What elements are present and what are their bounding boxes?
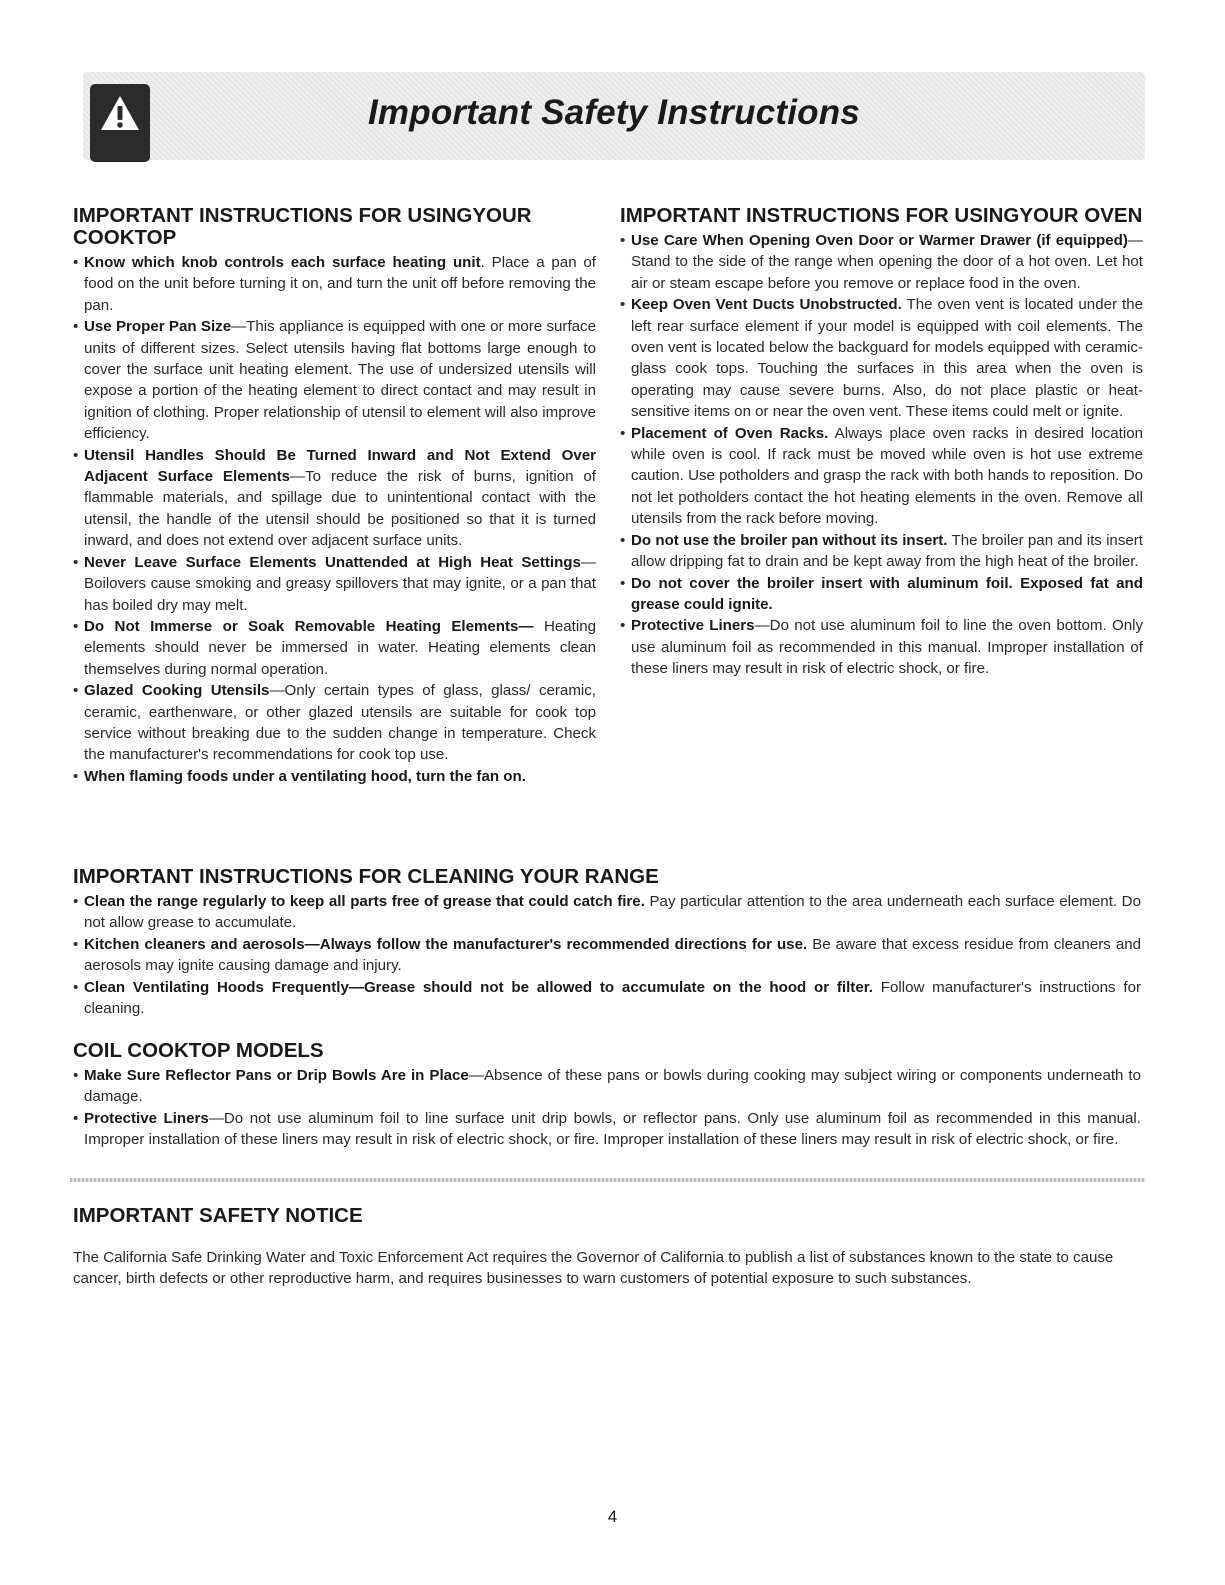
item-text: —Only certain types of glass, glass/ ceramic, ceramic, earthenware, or other glazed utensils are suitable for cook top service without breaking due to the sudden change in temperature. Check the manufacturer's recommendations for cook top use. xyxy=(84,682,596,764)
item-heading: Protective Liners xyxy=(631,617,755,635)
cooktop-section xyxy=(73,205,596,787)
item-text: —Stand to the side of the range when opening the door of a hot oven. Let hot air or steam escape before you remove or replace food in the oven. xyxy=(631,232,1143,292)
coil-heading: COIL COOKTOP MODELS xyxy=(73,1039,324,1062)
item-heading: Make Sure Reflector Pans or Drip Bowls Are in Place xyxy=(84,1067,469,1084)
list-item xyxy=(73,891,1141,934)
item-heading: When flaming foods under a ventilating hood, turn the fan on. xyxy=(84,767,526,785)
page-title: Important Safety Instructions xyxy=(368,93,860,132)
item-heading: Do not cover the broiler insert with aluminum foil. Exposed fat and grease could ignite. xyxy=(631,574,1143,613)
item-heading: Utensil Handles Should Be Turned Inward and Not Extend Over Adjacent Surface Elements xyxy=(84,446,596,486)
warning-icon xyxy=(90,84,150,162)
page-number: 4 xyxy=(607,1507,618,1526)
list-item xyxy=(73,552,596,616)
item-heading: Never Leave Surface Elements Unattended at High Heat Settings xyxy=(84,553,581,571)
item-text: —Do not use aluminum foil to line surface unit drip bowls, or reflector pans. Only use aluminum foil as recommended in this manual. Improper installation of these liners may result in risk of electric shock, or fire. Improper installation of these liners may result in risk of electric shock, or fire. xyxy=(84,1109,1141,1149)
item-heading: Glazed Cooking Utensils xyxy=(84,682,270,700)
coil-section xyxy=(73,1040,1141,1151)
notice-heading: IMPORTANT SAFETY NOTICE xyxy=(73,1204,363,1227)
item-heading: Do Not Immerse or Soak Removable Heating Elements— xyxy=(84,617,534,635)
item-heading: Clean Ventilating Hoods Frequently—Grease should not be allowed to accumulate on the hood or filter. xyxy=(84,978,873,996)
item-text: . Place a pan of food on the unit before turning it on, and turn the unit off before removing the pan. xyxy=(84,254,596,314)
item-heading: Use Proper Pan Size xyxy=(84,318,232,336)
section-divider xyxy=(70,1178,1145,1182)
cooktop-heading: IMPORTANT INSTRUCTIONS FOR USINGYOUR COOKTOP xyxy=(73,204,532,249)
list-item xyxy=(73,616,596,680)
item-heading: Placement of Oven Racks. xyxy=(631,424,829,442)
item-heading: Protective Liners xyxy=(84,1109,209,1127)
cooktop-list xyxy=(73,252,596,787)
item-text: The oven vent is located under the left rear surface element if your model is equipped with coil elements. The oven vent is located below the backguard for models equipped with ceramic-glass cook tops. Touching the surfaces in this area when the oven is operating may cause severe burns. Also, do not place plastic or heat-sensitive items on or near the oven vent. These items could melt or ignite. xyxy=(631,296,1143,421)
list-item xyxy=(73,1108,1141,1151)
list-item xyxy=(620,230,1143,294)
list-item xyxy=(73,977,1141,1020)
item-text: —Do not use aluminum foil to line the oven bottom. Only use aluminum foil as recommended in this manual. Improper installation of these liners may result in risk of electric shock, or fire. xyxy=(631,617,1143,678)
item-text: —To reduce the risk of burns, ignition of flammable materials, and spillage due to unintentional contact with the utensil, the handle of the utensil should be positioned so that it is turned inward, and does not extend over adjacent surface units. xyxy=(84,468,596,550)
oven-heading: IMPORTANT INSTRUCTIONS FOR USINGYOUR OVEN xyxy=(620,204,1143,227)
cleaning-list xyxy=(73,891,1141,1019)
list-item xyxy=(620,573,1143,616)
list-item xyxy=(620,615,1143,679)
cleaning-heading: IMPORTANT INSTRUCTIONS FOR CLEANING YOUR RANGE xyxy=(73,865,659,888)
coil-list xyxy=(73,1065,1141,1151)
oven-section xyxy=(620,205,1143,680)
item-heading: Know which knob controls each surface heating unit xyxy=(84,254,481,271)
item-text: Heating elements should never be immersed in water. Heating elements clean themselves during normal operation. xyxy=(84,617,596,678)
list-item xyxy=(73,766,596,787)
item-text: Always place oven racks in desired location while oven is cool. If rack must be moved while oven is hot use extreme caution. Use potholders and grasp the rack with both hands to reposition. Do not let potholders contact the hot heating elements in the oven. Remove all utensils from the rack before moving. xyxy=(631,424,1143,528)
list-item xyxy=(73,934,1141,977)
list-item xyxy=(620,530,1143,573)
oven-list xyxy=(620,230,1143,680)
list-item xyxy=(73,316,596,444)
notice-section xyxy=(73,1205,1141,1290)
item-heading: Use Care When Opening Oven Door or Warmer Drawer (if equipped) xyxy=(631,232,1128,249)
cleaning-section xyxy=(73,866,1141,1019)
item-text: —This appliance is equipped with one or more surface units of different sizes. Select utensils having flat bottoms large enough to cover the surface unit heating element. The use of undersized utensils will expose a portion of the heating element to direct contact and may result in ignition of clothing. Proper relationship of utensil to element will also improve efficiency. xyxy=(84,318,596,443)
notice-text: The California Safe Drinking Water and Toxic Enforcement Act requires the Governor of California to publish a list of substances known to the state to cause cancer, birth defects or other reproductive harm, and requires businesses to warn customers of potential exposure to such substances. xyxy=(73,1249,1114,1288)
list-item xyxy=(73,680,596,766)
item-heading: Keep Oven Vent Ducts Unobstructed. xyxy=(631,296,902,314)
item-text: —Boilovers cause smoking and greasy spillovers that may ignite, or a pan that has boiled dry may melt. xyxy=(84,553,596,614)
item-text: Follow manufacturer's instructions for cleaning. xyxy=(84,978,1141,1018)
item-text: The broiler pan and its insert allow dripping fat to drain and be kept away from the high heat of the broiler. xyxy=(631,531,1143,571)
list-item xyxy=(620,423,1143,530)
item-heading: Clean the range regularly to keep all parts free of grease that could catch fire. xyxy=(84,893,645,910)
item-text: Pay particular attention to the area underneath each surface element. Do not allow grease to accumulate. xyxy=(84,893,1141,932)
list-item xyxy=(73,445,596,552)
list-item xyxy=(73,1065,1141,1108)
item-heading: Do not use the broiler pan without its insert. xyxy=(631,531,948,549)
item-heading: Kitchen cleaners and aerosols—Always follow the manufacturer's recommended directions for use. xyxy=(84,935,808,953)
list-item xyxy=(620,294,1143,422)
list-item xyxy=(73,252,596,316)
item-text: —Absence of these pans or bowls during cooking may subject wiring or components underneath to damage. xyxy=(84,1067,1142,1106)
item-text: Be aware that excess residue from cleaners and aerosols may ignite causing damage and injury. xyxy=(84,935,1142,975)
